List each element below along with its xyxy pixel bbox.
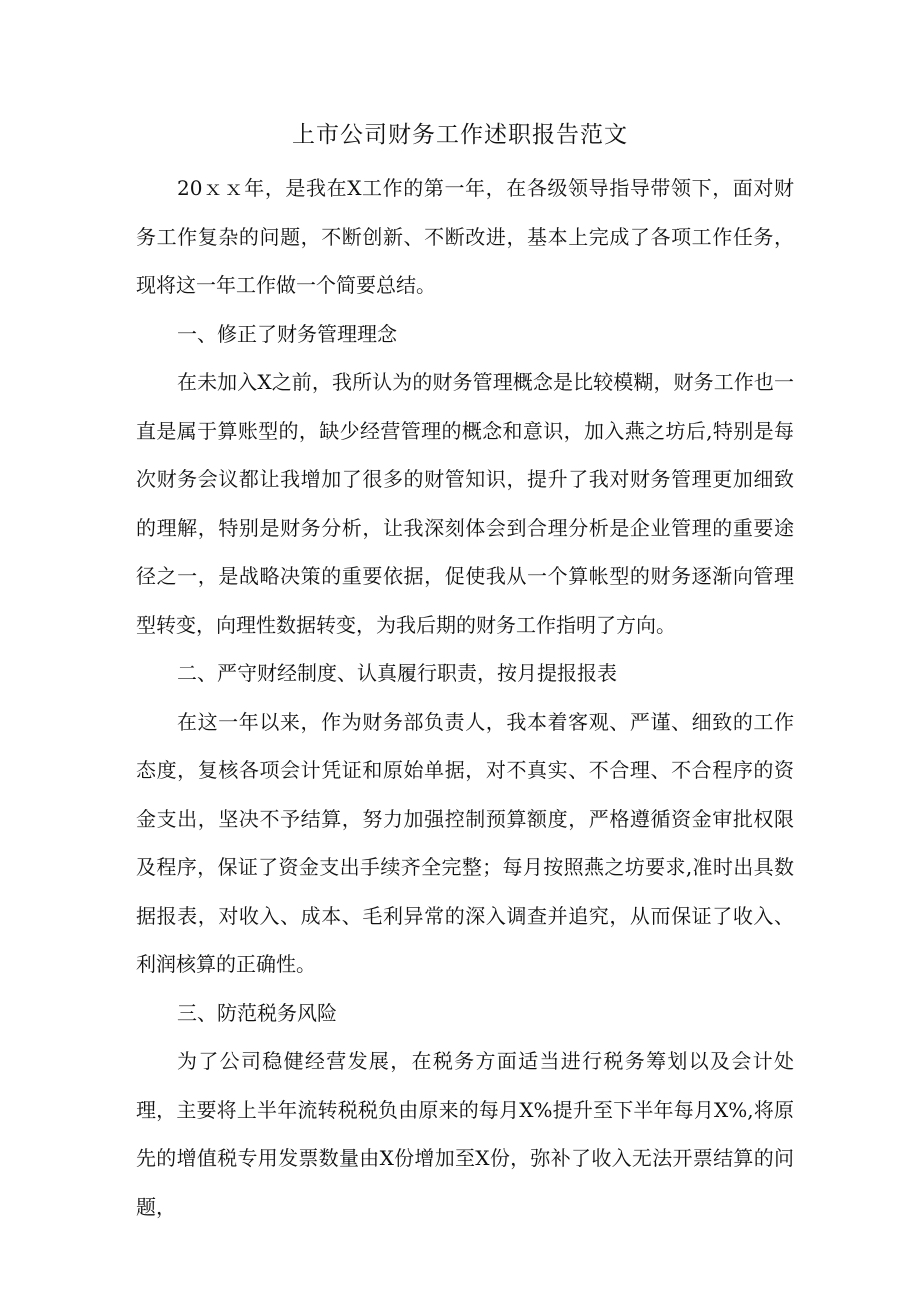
section-3-paragraph: 为了公司稳健经营发展，在税务方面适当进行税务筹划以及会计处理，主要将上半年流转税税负由原来的每月X%提升至下半年每月X%,将原先的增值税专用发票数量由X份增加至X份，弥补了收入无法开票结算的问题，	[136, 1049, 794, 1219]
section-heading-3: 三、防范税务风险	[177, 1000, 337, 1025]
document-title: 上市公司财务工作述职报告范文	[292, 122, 628, 148]
section-heading-1: 一、修正了财务管理理念	[177, 321, 397, 346]
section-2-paragraph: 在这一年以来，作为财务部负责人，我本着客观、严谨、细致的工作态度，复核各项会计凭证和原始单据，对不真实、不合理、不合程序的资金支出，坚决不予结算，努力加强控制预算额度，严格遵循资金审批权限及程序，保证了资金支出手续齐全完整；每月按照燕之坊要求,准时出具数据报表，对收入、成本、毛利异常的深入调查并追究，从而保证了收入、利润核算的正确性。	[136, 709, 794, 976]
intro-paragraph: 20ｘｘ年，是我在X工作的第一年，在各级领导指导带领下，面对财务工作复杂的问题，不断创新、不断改进，基本上完成了各项工作任务，现将这一年工作做一个简要总结。	[136, 176, 794, 297]
section-1-paragraph: 在未加入X之前，我所认为的财务管理概念是比较模糊，财务工作也一直是属于算账型的，缺少经营管理的概念和意识，加入燕之坊后,特别是每次财务会议都让我增加了很多的财管知识，提升了我对财务管理更加细致的理解，特别是财务分析，让我深刻体会到合理分析是企业管理的重要途径之一，是战略决策的重要依据，促使我从一个算帐型的财务逐渐向管理型转变，向理性数据转变，为我后期的财务工作指明了方向。	[136, 370, 794, 637]
document-body	[136, 164, 794, 1231]
section-heading-2: 二、严守财经制度、认真履行职责，按月提报报表	[177, 661, 617, 685]
